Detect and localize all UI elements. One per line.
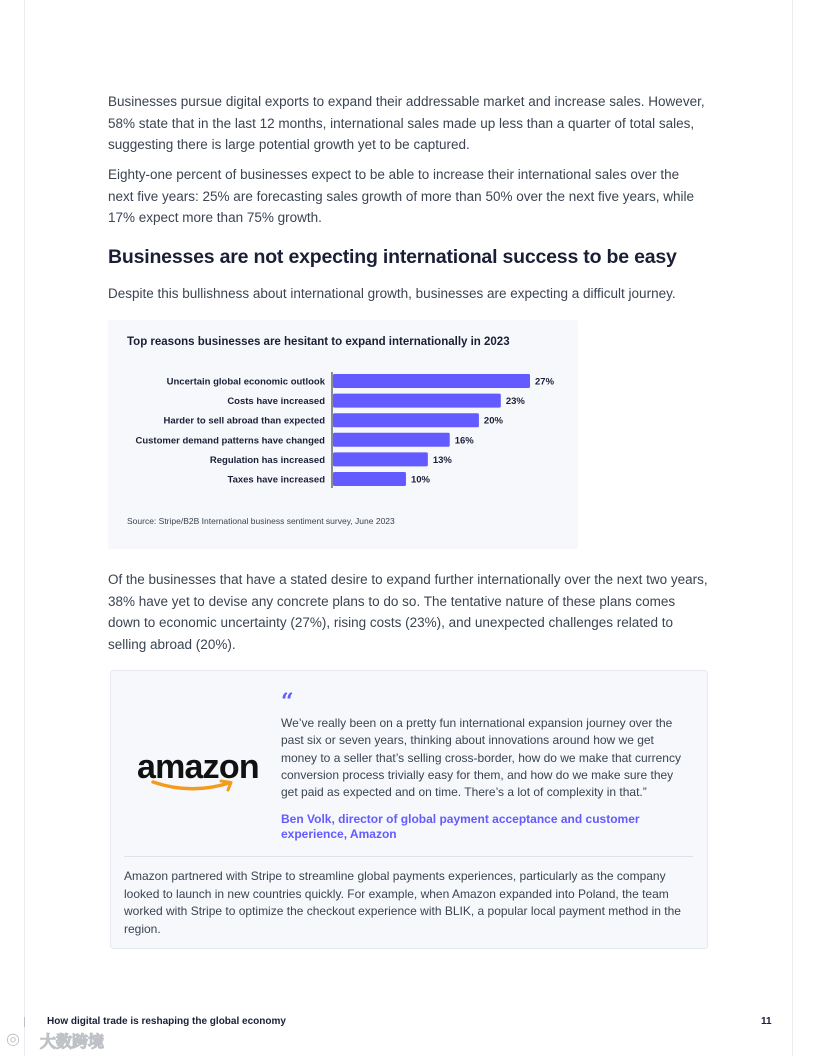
chart-bar	[333, 394, 501, 408]
chart-value-label: 27%	[535, 376, 555, 388]
chart-category-label: Customer demand patterns have changed	[135, 435, 325, 447]
chart-bar	[333, 413, 479, 427]
case-study-summary: Amazon partnered with Stripe to streamline global payments experiences, particularly as the company looked to launch in new countries quickly. For example, when Amazon expanded into Poland, the team worked with Stripe to optimize the checkout experience with BLIK, a popular local payment method in the region.	[124, 869, 681, 936]
bar-chart-panel	[108, 320, 578, 549]
quote-author: Ben Volk, director of global payment acceptance and customer experience, Amazon	[281, 812, 640, 841]
quote-text: We’ve really been on a pretty fun international expansion journey over the past six or seven years, thinking about innovations around how we get money to a seller that’s selling cross-border, how do we make that currency conversion process trivially easy for them, and how do we make sure they get paid as expected and on time. There’s a lot of complexity in that.”	[281, 716, 681, 800]
watermark	[6, 1026, 116, 1052]
body-paragraph: Despite this bullishness about international growth, businesses are expecting a difficult journey.	[108, 286, 676, 301]
customer-quote-card	[110, 670, 708, 949]
watermark-logo-icon: ◎	[6, 1031, 20, 1048]
chart-value-label: 16%	[454, 435, 474, 447]
page-border-right	[792, 0, 793, 1056]
section-heading: Businesses are not expecting international success to be easy	[108, 246, 677, 268]
chart-value-label: 23%	[505, 396, 525, 408]
bar-chart	[108, 320, 578, 549]
chart-bar	[333, 472, 406, 486]
chart-bar	[333, 374, 530, 388]
amazon-smile-icon	[151, 779, 241, 795]
divider	[124, 856, 693, 857]
chart-value-label: 13%	[432, 454, 452, 466]
page-number: 11	[761, 1016, 772, 1027]
chart-category-label: Taxes have increased	[227, 474, 325, 486]
body-paragraph: Businesses pursue digital exports to expand their addressable market and increase sales. However, 58% state that in the last 12 months, international sales made up less than a quarter of total sales, suggesting there is large potential growth yet to be captured.	[108, 94, 705, 152]
chart-value-label: 10%	[410, 474, 430, 486]
chart-bar	[333, 452, 428, 466]
page-border-left	[24, 0, 25, 1056]
watermark-text: 大数跨境	[40, 1032, 105, 1051]
quote-mark-icon: “	[281, 689, 294, 715]
amazon-logo	[137, 749, 257, 793]
footer-report-title: How digital trade is reshaping the global economy	[47, 1016, 286, 1027]
chart-category-label: Costs have increased	[227, 396, 325, 408]
body-paragraph: Of the businesses that have a stated desire to expand further internationally over the next two years, 38% have yet to devise any concrete plans to do so. The tentative nature of these plans comes down to economic uncertainty (27%), rising costs (23%), and unexpected challenges related to selling abroad (20%).	[108, 572, 708, 652]
chart-source-note: Source: Stripe/B2B International business sentiment survey, June 2023	[127, 516, 395, 526]
chart-category-label: Harder to sell abroad than expected	[163, 415, 325, 427]
chart-value-label: 20%	[483, 415, 503, 427]
amazon-logo-wordmark: amazon	[137, 748, 259, 786]
chart-category-label: Regulation has increased	[209, 454, 325, 466]
chart-category-label: Uncertain global economic outlook	[166, 376, 325, 388]
chart-title: Top reasons businesses are hesitant to expand internationally in 2023	[127, 336, 510, 348]
chart-bar	[333, 433, 450, 447]
body-paragraph: Eighty-one percent of businesses expect to be able to increase their international sales over the next five years: 25% are forecasting sales growth of more than 50% over the next five years, while 17% expect more than 75% growth.	[108, 167, 695, 225]
